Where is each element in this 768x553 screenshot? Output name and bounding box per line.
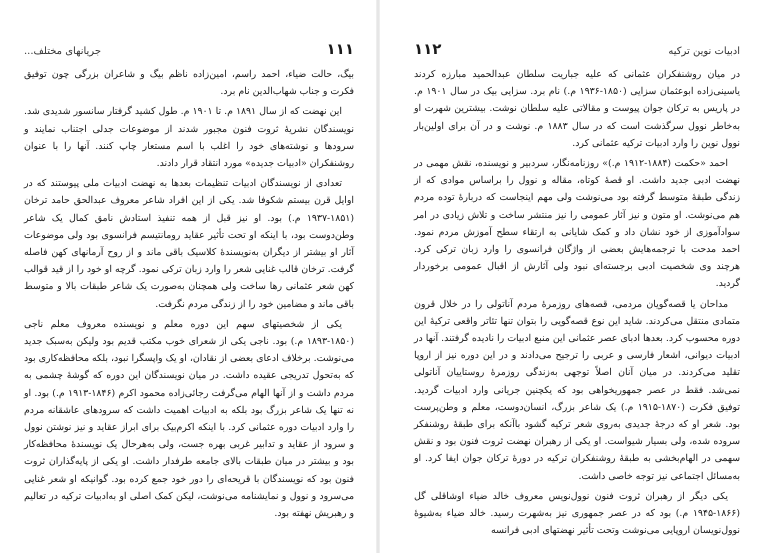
page-number: ۱۱۱ [326, 40, 354, 58]
running-head [414, 40, 740, 58]
paragraph: احمد «حکمت (۱۸۸۴-۱۹۱۲ م.)» روزنامه‌نگار، سردبیر و نویسنده، نقش مهمی در نهضت ادبی جدید داشت. او قصهٔ کوتاه، مقاله و نوول را براساس موادی که از زندگی طبقهٔ متوسط گرفته بود می‌نوشت ولی مهم اینجاست که دربارهٔ توده مردم هم می‌نوشت. او متون و نیز آثار عمومی را نیز منتشر ساخت و تلاش زیادی در امر سوادآموزی از خود نشان داد و کمک شایانی به ارتقاء سطح آموزش مردم نمود. احمد مدحت با ترجمه‌هایش بعضی از واژگان فرانسوی را وارد زبان ترکی کرد. هرچند وی شخصیت ادبی برجسته‌ای نبود ولی آثارش از اقبال عمومی برخوردار گردید. [414, 158, 740, 290]
paragraph: مداحان یا قصه‌گویان مردمی، قصه‌های روزمرهٔ مردم آناتولی را در خلال قرون متمادی منتقل می‌کردند. شاید این نوع قصه‌گویی را بتوان تنها تئاتر واقعی ترکیهٔ این دوره محسوب کرد. بعدها ادبای عصر عثمانی این منبع ادبیات را نادیده گرفتند. آنها در ادبیات دیوانی، اشعار فارسی و عربی را ترجیح می‌دادند و در این دوره نیز از اروپا تقلید می‌کردند. در میان آنان اصلاً توجهی به‌زندگی روزمرهٔ روستاییان آناتولی نمی‌شد. فقط در عصر جمهوریخواهی بود که یکچنین جریانی وارد ادبیات گردید. توفیق فکرت (۱۸۷۰-۱۹۱۵ م.) یک شاعر بزرگ، انسان‌دوست، معلم و وطن‌پرست بود. شعر او که درجهٔ جدیدی به‌روی شعر ترکیه گشود باآنکه برای طبقهٔ روشنفکر سروده شده، ولی بسیار شیواست. او یکی از رهبران نهضت ثروت فنون بود و نقش سهمی در الهام‌بخشی به‌ طبقهٔ روشنفکران ترکیه در دورهٔ ترکان جوان ایفا کرد. او به‌مسائل اجتماعی نیز توجه خاصی داشت. [414, 298, 740, 482]
body-text [414, 66, 740, 539]
running-title: جریانهای مختلف... [24, 46, 102, 57]
paragraph: یکی از شخصیتهای سهم این دوره معلم و نویسنده معروف معلم ناجی (۱۸۵۰-۱۸۹۳ م.) بود. ناجی یکی از شعرای خوب مکتب قدیم بود ولیکن به‌سبک جدید می‌نوشت. برخلاف ادعای بعضی از نقادان، او یک واپسگرا نبود، بلکه محافظه‌کاری بود که به‌تحول تدریجی عقیده داشت. در میان نویسندگان این دوره که گوشهٔ چشمی به مردم داشت و از آنها الهام می‌گرفت رجائی‌زاده محمود اکرم (۱۸۴۶-۱۹۱۳ م.) بود. او نه تنها یک شاعر بزرگ بود بلکه به ادبیات اهمیت داشت که سرودهای عاشقانه مردم را وارد ادبیات دوره عثمانی کرد. با اینکه اکرم‌بیک برای ابراز عقاید و نیز نوشتن نوول و سرود از عقاید و تدابیر غربی بهره جست، ولی به‌هرحال یک نویسندهٔ محافظه‌کار بود و بیشتر در میان طبقات بالای جامعه طرفدار داشت. او یکی از پایه‌گذاران ثروت فنون بود که نویسندگان با قریحه‌ای را دور خود جمع کرده بود. گوانیکه او شعر غنایی می‌سرود و نوول و نمایشنامه می‌نوشت، لیکن کمک اصلی او به‌ادبیات ترکیه در تعالیم و رهبریش نهفته بود. [24, 318, 354, 520]
book-gutter [376, 0, 380, 553]
paragraph: تعدادی از نویسندگان ادبیات تنظیمات بعدها به نهضت ادبیات ملی پیوستند که در اوایل قرن بیستم شکوفا شد. یکی از این افراد شاعر معروف عبدالحق حامد ترخان (۱۸۵۱-۱۹۳۷ م.) بود. او نیز قبل از همه تنفیذ استادش نامق کمال یک شاعر وطن‌دوست بود، با اینکه او تحت تأثیر عقاید رومانتیسم فرانسوی بود ولی موضوعات آثار او بیشتر از دیگران به‌نویسندهٔ کلاسیک باقی ماند و از روح آرمانهای کهن فاصله گرفت. ترخان قالب غنایی شعر را وارد زبان ترکی نمود. گرچه او خود را از قید قوالب کهن شعر عثمانی رها ساخت ولی همچنان به‌صورت یک شاعر طبقات بالا و متوسط باقی ماند و مضامین خود را از زندگی مردم نگرفت. [24, 178, 354, 310]
page-number: ۱۱۲ [414, 40, 442, 58]
paragraph: یکی دیگر از رهبران ثروت فنون نوول‌نویس معروف خالد ضیاء اوشاقلی گل (۱۸۶۶-۱۹۴۵ م.) بود که در عصر جمهوری نیز به‌شهرت رسید. خالد ضیاء به‌شیوهٔ نوول‌نویسان اروپایی می‌نوشت وتحت تأثیر نهضتهای ادبی فرانسه [414, 490, 740, 537]
paragraph: این نهضت که از سال ۱۸۹۱ م. تا ۱۹۰۱ م. طول کشید گرفتار سانسور شدیدی شد. نویسندگان نشریهٔ ثروت فنون مجبور شدند از موضوعات جدلی اجتناب نمایند و سرودها و نوشته‌های خود را اغلب با اسم مستعار چاپ کنند. آنها را با عنوان روشنفکران «ادبیات جدیده» مورد انتقاد قرار دادند. [24, 106, 354, 170]
left-page [0, 0, 372, 553]
paragraph: بیگ، حالت ضیاء، احمد راسم، امین‌زاده ناظم بیگ و شاعران بزرگی چون توفیق فکرت و جناب شهاب‌الدین نام برد. [24, 69, 354, 98]
running-title: ادبیات نوین ترکیه [668, 46, 740, 57]
body-text [24, 66, 354, 522]
right-page [384, 0, 768, 553]
running-head [24, 40, 354, 58]
paragraph: در میان روشنفکران عثمانی که علیه جباریت سلطان عبدالحمید مبارزه کردند یاسینی‌زاده ابوعثمان سزایی (۱۸۵۰-۱۹۳۶ م.) نام برد. سزایی بیک در سال ۱۹۰۱ م. در پاریس به ترکان جوان پیوست و مقالاتی علیه سلطان نوشت. بیشترین شهرت او به‌خاطر نوول سرگذشت است که در سال ۱۸۸۳ م. نوشت و در آن برای اولین‌بار نوول نوین را وارد ادبیات ترکیه عثمانی کرد. [414, 69, 741, 149]
